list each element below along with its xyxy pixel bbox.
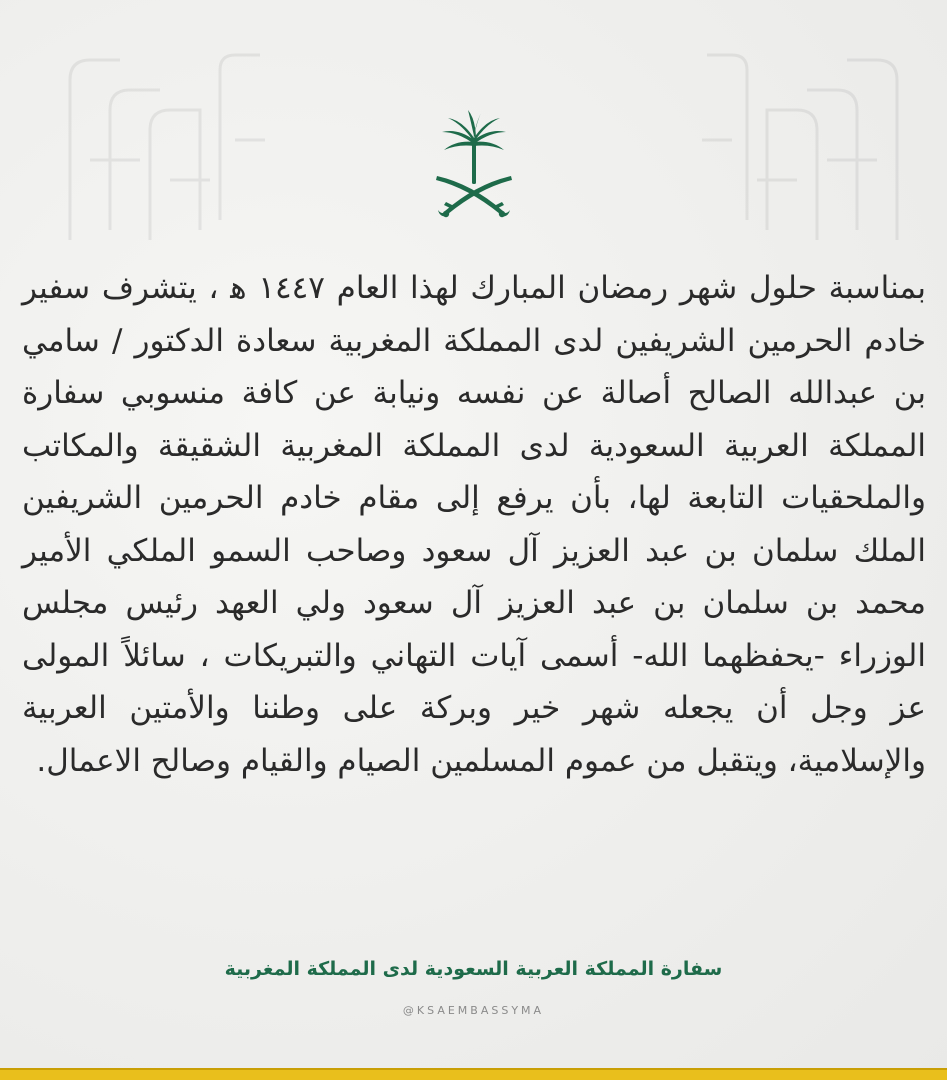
social-handle: @KSAEMBASSYMA [402, 1004, 545, 1017]
gold-bottom-bar [0, 1068, 947, 1080]
greeting-paragraph: بمناسبة حلول شهر رمضان المبارك لهذا العام ١٤٤٧ ﻫ ، يتشرف سفير خادم الحرمين الشريفين لدى المملكة المغربية سعادة الدكتور / سامي بن عبدالله الصالح أصالة عن نفسه ونيابة عن كافة منسوبي سفارة المملكة العربية السعودية لدى المملكة المغربية الشقيقة والمكاتب والملحقيات التابعة لها، بأن يرفع إلى مقام خادم الحرمين الشريفين الملك سلمان بن عبد العزيز آل سعود وصاحب السمو الملكي الأمير محمد بن سلمان بن عبد العزيز آل سعود ولي العهد رئيس مجلس الوزراء -يحفظهما الله- أسمى آيات التهاني والتبريكات ، سائلاً المولى عز وجل أن يجعله شهر خير وبركة على وطننا والأمتين العربية والإسلامية، ويتقبل من عموم المسلمين الصيام والقيام وصالح الاعمال. [22, 270, 926, 779]
embassy-name: سفارة المملكة العربية السعودية لدى المملكة المغربية [224, 958, 723, 980]
saudi-palm-swords-icon [428, 110, 520, 222]
calligraphy-watermark-left [50, 40, 280, 260]
calligraphy-watermark-right [687, 40, 917, 260]
